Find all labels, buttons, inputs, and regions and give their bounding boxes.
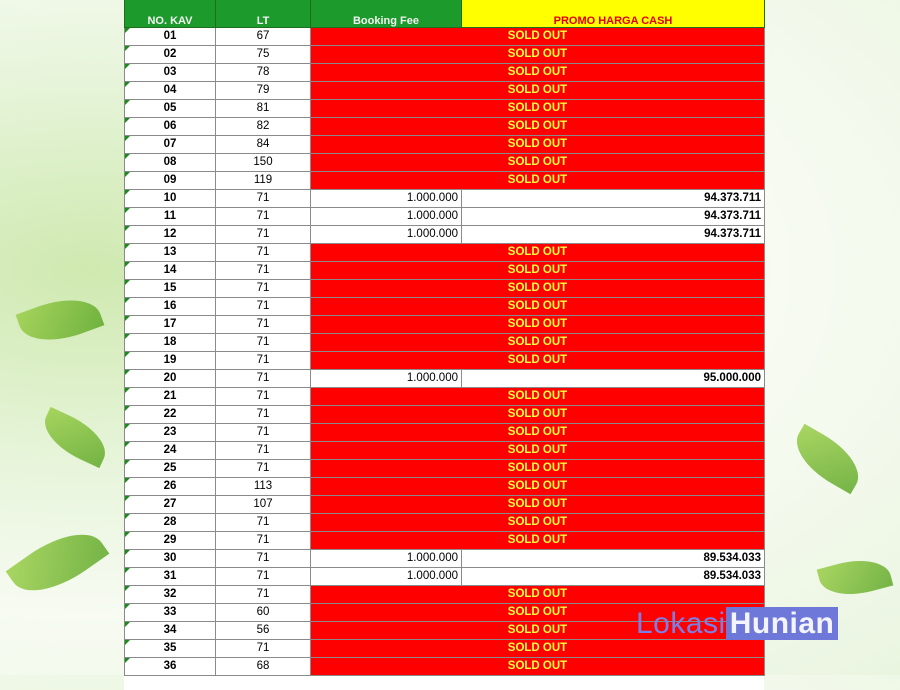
table-row [125, 262, 765, 280]
lt-cell: 82 [216, 118, 311, 136]
lt-cell: 78 [216, 64, 311, 82]
kav-number-cell: 02 [125, 46, 216, 64]
lt-cell: 71 [216, 388, 311, 406]
lt-cell: 68 [216, 658, 311, 676]
kav-number-cell: 14 [125, 262, 216, 280]
table-row [125, 154, 765, 172]
kav-number-cell: 32 [125, 586, 216, 604]
table-row [125, 118, 765, 136]
kav-number-cell: 05 [125, 100, 216, 118]
watermark-logo [636, 607, 838, 641]
table-row [125, 46, 765, 64]
table-row [125, 496, 765, 514]
sold-out-cell: SOLD OUT [311, 640, 765, 658]
kav-number-cell: 31 [125, 568, 216, 586]
sold-out-cell: SOLD OUT [311, 442, 765, 460]
kav-number-cell: 12 [125, 226, 216, 244]
lt-cell: 107 [216, 496, 311, 514]
sold-out-cell: SOLD OUT [311, 100, 765, 118]
lt-cell: 71 [216, 442, 311, 460]
sold-out-cell: SOLD OUT [311, 460, 765, 478]
kav-number-cell: 33 [125, 604, 216, 622]
lt-cell: 71 [216, 406, 311, 424]
kav-number-cell: 25 [125, 460, 216, 478]
kav-number-cell: 27 [125, 496, 216, 514]
lt-cell: 84 [216, 136, 311, 154]
lt-cell: 71 [216, 316, 311, 334]
lt-cell: 71 [216, 334, 311, 352]
lt-cell: 71 [216, 550, 311, 568]
booking-fee-cell: 1.000.000 [311, 208, 462, 226]
sold-out-cell: SOLD OUT [311, 496, 765, 514]
sold-out-cell: SOLD OUT [311, 298, 765, 316]
sold-out-cell: SOLD OUT [311, 658, 765, 676]
kav-number-cell: 20 [125, 370, 216, 388]
header-promo-harga-cash: PROMO HARGA CASH [462, 0, 765, 28]
promo-price-cell: 89.534.033 [462, 550, 765, 568]
lt-cell: 71 [216, 514, 311, 532]
sold-out-cell: SOLD OUT [311, 586, 765, 604]
kav-number-cell: 08 [125, 154, 216, 172]
lt-cell: 75 [216, 46, 311, 64]
table-row [125, 658, 765, 676]
kav-number-cell: 19 [125, 352, 216, 370]
lt-cell: 119 [216, 172, 311, 190]
table-row [125, 334, 765, 352]
lt-cell: 113 [216, 478, 311, 496]
lt-cell: 56 [216, 622, 311, 640]
sold-out-cell: SOLD OUT [311, 262, 765, 280]
promo-price-cell: 94.373.711 [462, 208, 765, 226]
lt-cell: 79 [216, 82, 311, 100]
table-row [125, 424, 765, 442]
watermark-part-1: Lokasi [636, 607, 726, 640]
lt-cell: 71 [216, 190, 311, 208]
booking-fee-cell: 1.000.000 [311, 568, 462, 586]
sold-out-cell: SOLD OUT [311, 406, 765, 424]
table-row [125, 244, 765, 262]
background-leaf [786, 424, 870, 494]
lt-cell: 71 [216, 424, 311, 442]
sold-out-cell: SOLD OUT [311, 316, 765, 334]
kav-number-cell: 22 [125, 406, 216, 424]
table-row [125, 568, 765, 586]
kav-number-cell: 10 [125, 190, 216, 208]
lt-cell: 71 [216, 280, 311, 298]
lt-cell: 71 [216, 460, 311, 478]
table-row [125, 82, 765, 100]
sold-out-cell: SOLD OUT [311, 532, 765, 550]
lt-cell: 67 [216, 28, 311, 46]
kav-number-cell: 16 [125, 298, 216, 316]
sold-out-cell: SOLD OUT [311, 334, 765, 352]
lt-cell: 71 [216, 586, 311, 604]
sold-out-cell: SOLD OUT [311, 514, 765, 532]
table-row [125, 190, 765, 208]
sold-out-cell: SOLD OUT [311, 154, 765, 172]
sold-out-cell: SOLD OUT [311, 388, 765, 406]
promo-price-cell: 94.373.711 [462, 226, 765, 244]
kav-number-cell: 18 [125, 334, 216, 352]
promo-price-cell: 95.000.000 [462, 370, 765, 388]
kav-number-cell: 26 [125, 478, 216, 496]
table-row [125, 550, 765, 568]
table-row [125, 64, 765, 82]
kav-number-cell: 11 [125, 208, 216, 226]
lt-cell: 71 [216, 298, 311, 316]
kav-number-cell: 23 [125, 424, 216, 442]
lt-cell: 71 [216, 262, 311, 280]
booking-fee-cell: 1.000.000 [311, 370, 462, 388]
table-row [125, 208, 765, 226]
booking-fee-cell: 1.000.000 [311, 190, 462, 208]
kav-number-cell: 07 [125, 136, 216, 154]
table-row [125, 370, 765, 388]
watermark-part-2: Hunian [726, 607, 839, 640]
table-row [125, 532, 765, 550]
sold-out-cell: SOLD OUT [311, 118, 765, 136]
table-row [125, 298, 765, 316]
kav-number-cell: 34 [125, 622, 216, 640]
promo-price-cell: 94.373.711 [462, 190, 765, 208]
lt-cell: 150 [216, 154, 311, 172]
background-leaf [16, 288, 105, 353]
kav-number-cell: 35 [125, 640, 216, 658]
lt-cell: 60 [216, 604, 311, 622]
sold-out-cell: SOLD OUT [311, 136, 765, 154]
background-leaf [36, 407, 114, 468]
kav-number-cell: 13 [125, 244, 216, 262]
table-row [125, 640, 765, 658]
booking-fee-cell: 1.000.000 [311, 550, 462, 568]
table-header-row [125, 0, 765, 28]
sold-out-cell: SOLD OUT [311, 172, 765, 190]
kav-number-cell: 09 [125, 172, 216, 190]
lt-cell: 71 [216, 640, 311, 658]
kav-number-cell: 29 [125, 532, 216, 550]
lt-cell: 71 [216, 244, 311, 262]
table-row [125, 352, 765, 370]
sold-out-cell: SOLD OUT [311, 604, 765, 622]
kav-number-cell: 15 [125, 280, 216, 298]
sold-out-cell: SOLD OUT [311, 82, 765, 100]
header-no-kav: NO. KAV [125, 0, 216, 28]
lt-cell: 71 [216, 352, 311, 370]
promo-price-cell: 89.534.033 [462, 568, 765, 586]
table-row [125, 406, 765, 424]
table-row [125, 28, 765, 46]
kav-number-cell: 06 [125, 118, 216, 136]
lt-cell: 71 [216, 226, 311, 244]
table-row [125, 388, 765, 406]
background-leaf [6, 517, 110, 608]
kav-number-cell: 24 [125, 442, 216, 460]
booking-fee-cell: 1.000.000 [311, 226, 462, 244]
table-row [125, 316, 765, 334]
table-row [125, 478, 765, 496]
sold-out-cell: SOLD OUT [311, 352, 765, 370]
lt-cell: 71 [216, 370, 311, 388]
sold-out-cell: SOLD OUT [311, 244, 765, 262]
lt-cell: 71 [216, 208, 311, 226]
sold-out-cell: SOLD OUT [311, 622, 765, 640]
table-body [125, 28, 765, 676]
table-row [125, 136, 765, 154]
kav-number-cell: 21 [125, 388, 216, 406]
header-booking-fee: Booking Fee [311, 0, 462, 28]
sold-out-cell: SOLD OUT [311, 424, 765, 442]
kav-number-cell: 03 [125, 64, 216, 82]
header-lt: LT [216, 0, 311, 28]
kav-number-cell: 30 [125, 550, 216, 568]
table-row [125, 172, 765, 190]
sold-out-cell: SOLD OUT [311, 280, 765, 298]
sold-out-cell: SOLD OUT [311, 64, 765, 82]
lt-cell: 71 [216, 568, 311, 586]
background-leaf [817, 552, 894, 604]
table-row [125, 442, 765, 460]
table-row [125, 280, 765, 298]
table-row [125, 514, 765, 532]
kav-number-cell: 36 [125, 658, 216, 676]
table-row [125, 460, 765, 478]
sold-out-cell: SOLD OUT [311, 46, 765, 64]
lt-cell: 71 [216, 532, 311, 550]
kav-number-cell: 01 [125, 28, 216, 46]
kav-number-cell: 04 [125, 82, 216, 100]
table-row [125, 226, 765, 244]
lt-cell: 81 [216, 100, 311, 118]
kav-number-cell: 17 [125, 316, 216, 334]
table-row [125, 586, 765, 604]
sold-out-cell: SOLD OUT [311, 478, 765, 496]
kav-number-cell: 28 [125, 514, 216, 532]
table-row [125, 100, 765, 118]
sold-out-cell: SOLD OUT [311, 28, 765, 46]
price-list-table [124, 0, 765, 676]
